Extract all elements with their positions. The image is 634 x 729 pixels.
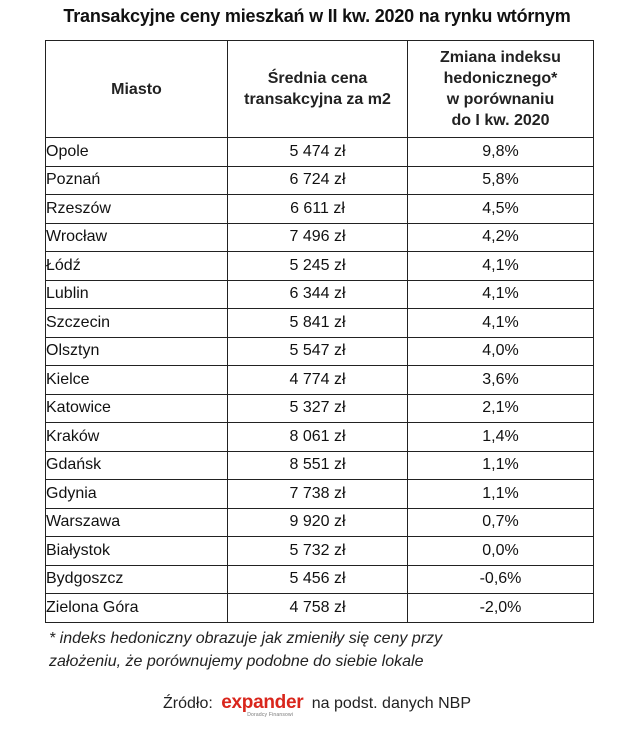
table-row bbox=[46, 366, 594, 395]
cell-change: 1,1% bbox=[408, 480, 594, 509]
cell-change: 0,0% bbox=[408, 537, 594, 566]
cell-price: 4 758 zł bbox=[228, 594, 408, 623]
footnote-line1: * indeks hedoniczny obrazuje jak zmieniły się ceny przy bbox=[49, 630, 443, 647]
header-city-label: Miasto bbox=[111, 80, 162, 98]
footnote-line2: założeniu, że porównujemy podobne do siebie lokale bbox=[49, 653, 424, 670]
table-row bbox=[46, 223, 594, 252]
footnote bbox=[49, 627, 609, 673]
cell-change: 4,1% bbox=[408, 280, 594, 309]
cell-price: 6 611 zł bbox=[228, 195, 408, 224]
cell-city: Gdynia bbox=[46, 480, 228, 509]
table-row bbox=[46, 280, 594, 309]
cell-change: 4,1% bbox=[408, 252, 594, 281]
cell-city: Wrocław bbox=[46, 223, 228, 252]
table-row bbox=[46, 394, 594, 423]
cell-change: 4,5% bbox=[408, 195, 594, 224]
cell-change: 2,1% bbox=[408, 394, 594, 423]
page-title: Transakcyjne ceny mieszkań w II kw. 2020 na rynku wtórnym bbox=[63, 6, 571, 26]
cell-city: Zielona Góra bbox=[46, 594, 228, 623]
cell-city: Lublin bbox=[46, 280, 228, 309]
table-row bbox=[46, 252, 594, 281]
table-row bbox=[46, 337, 594, 366]
cell-change: 4,2% bbox=[408, 223, 594, 252]
table-row bbox=[46, 423, 594, 452]
header-change-line4: do I kw. 2020 bbox=[451, 112, 550, 129]
cell-change: 4,1% bbox=[408, 309, 594, 338]
cell-price: 7 496 zł bbox=[228, 223, 408, 252]
cell-price: 5 245 zł bbox=[228, 252, 408, 281]
cell-price: 5 841 zł bbox=[228, 309, 408, 338]
cell-city: Olsztyn bbox=[46, 337, 228, 366]
prices-table bbox=[45, 40, 594, 623]
cell-price: 5 327 zł bbox=[228, 394, 408, 423]
cell-city: Katowice bbox=[46, 394, 228, 423]
source-line bbox=[0, 692, 634, 718]
cell-change: 3,6% bbox=[408, 366, 594, 395]
cell-price: 8 061 zł bbox=[228, 423, 408, 452]
cell-city: Szczecin bbox=[46, 309, 228, 338]
cell-change: -2,0% bbox=[408, 594, 594, 623]
header-change-line3: w porównaniu bbox=[446, 91, 555, 108]
expander-logo-word: expander bbox=[221, 692, 304, 713]
source-prefix: Źródło: bbox=[162, 695, 213, 712]
table-row bbox=[46, 166, 594, 195]
cell-price: 9 920 zł bbox=[228, 508, 408, 537]
cell-change: 5,8% bbox=[408, 166, 594, 195]
header-change-line1: Zmiana indeksu bbox=[440, 49, 561, 66]
cell-change: 0,7% bbox=[408, 508, 594, 537]
header-city bbox=[46, 41, 228, 138]
source-suffix: na podst. danych NBP bbox=[311, 695, 471, 712]
header-change bbox=[408, 41, 594, 138]
cell-change: 9,8% bbox=[408, 138, 594, 167]
cell-city: Kraków bbox=[46, 423, 228, 452]
table-row bbox=[46, 537, 594, 566]
cell-price: 5 474 zł bbox=[228, 138, 408, 167]
header-change-line2: hedonicznego* bbox=[443, 70, 558, 87]
expander-logo-tagline: Doradcy Finansowi bbox=[247, 712, 294, 718]
table-row bbox=[46, 451, 594, 480]
cell-city: Opole bbox=[46, 138, 228, 167]
cell-city: Gdańsk bbox=[46, 451, 228, 480]
cell-change: 1,4% bbox=[408, 423, 594, 452]
cell-price: 5 547 zł bbox=[228, 337, 408, 366]
header-price-line2: transakcyjna za m2 bbox=[244, 91, 391, 108]
cell-price: 4 774 zł bbox=[228, 366, 408, 395]
cell-change: 4,0% bbox=[408, 337, 594, 366]
cell-price: 5 456 zł bbox=[228, 565, 408, 594]
cell-city: Bydgoszcz bbox=[46, 565, 228, 594]
cell-city: Łódź bbox=[46, 252, 228, 281]
cell-price: 5 732 zł bbox=[228, 537, 408, 566]
cell-price: 6 344 zł bbox=[228, 280, 408, 309]
cell-city: Kielce bbox=[46, 366, 228, 395]
table-header-row bbox=[46, 41, 594, 138]
expander-logo bbox=[221, 692, 304, 718]
cell-change: -0,6% bbox=[408, 565, 594, 594]
table-row bbox=[46, 594, 594, 623]
table-row bbox=[46, 508, 594, 537]
cell-price: 7 738 zł bbox=[228, 480, 408, 509]
cell-city: Białystok bbox=[46, 537, 228, 566]
table-row bbox=[46, 309, 594, 338]
cell-price: 6 724 zł bbox=[228, 166, 408, 195]
cell-city: Warszawa bbox=[46, 508, 228, 537]
table-row bbox=[46, 195, 594, 224]
table-row bbox=[46, 565, 594, 594]
header-price-line1: Średnia cena bbox=[267, 70, 368, 87]
cell-price: 8 551 zł bbox=[228, 451, 408, 480]
cell-change: 1,1% bbox=[408, 451, 594, 480]
header-price bbox=[228, 41, 408, 138]
cell-city: Poznań bbox=[46, 166, 228, 195]
cell-city: Rzeszów bbox=[46, 195, 228, 224]
table-row bbox=[46, 480, 594, 509]
table-row bbox=[46, 138, 594, 167]
table-body bbox=[46, 138, 594, 623]
